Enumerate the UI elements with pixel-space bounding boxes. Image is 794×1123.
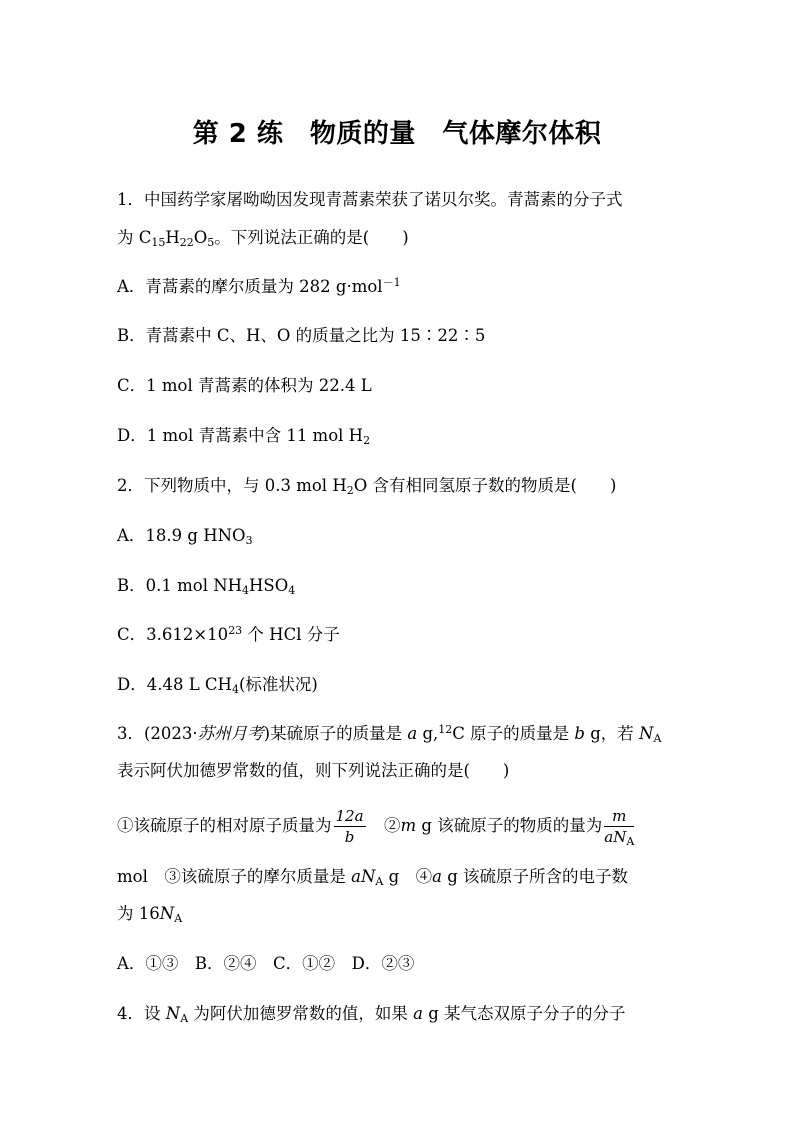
q3-statements-line3: 为 $16N_A$: [117, 904, 183, 925]
q2-option-a: A．18.9 g $HNO_3$: [117, 526, 253, 547]
q3-statements-line1: ①该硫原子的相对原子质量为 $\frac{12a}{b}$ ②m g 该硫原子的物质的量为 $\frac{m}{aN_A}$: [117, 807, 635, 848]
q3-stem-line1: 3．(2023·苏州月考)某硫原子的质量是 a g,$^{12}$C 原子的质量是 b g，若 $N_A$: [117, 723, 662, 745]
q1-option-d: D．1 mol 青蒿素中含 11 mol $H_2$: [117, 426, 371, 447]
q1-option-c: C．1 mol 青蒿素的体积为 22.4 L: [117, 376, 372, 395]
q3-stem-line2: 表示阿伏加德罗常数的值，则下列说法正确的是( ): [117, 761, 510, 780]
q1-stem-line2: 为 $C_{15}H_{22}O_5$。下列说法正确的是( ): [117, 228, 409, 249]
q3-options: A．①③ B．②④ C．①② D．②③: [117, 954, 415, 973]
page-title: 第 2 练 物质的量 气体摩尔体积: [192, 119, 602, 149]
q1-stem-line1: 1．中国药学家屠呦呦因发现青蒿素荣获了诺贝尔奖。青蒿素的分子式: [117, 190, 623, 209]
q4-stem: 4．设 $N_A$ 为阿伏加德罗常数的值，如果 a g 某气态双原子分子的分子: [117, 1004, 626, 1025]
q1-option-b: B．青蒿素中 C、H、O 的质量之比为 15∶22∶5: [117, 326, 486, 345]
fraction-m-over-aNA: $\frac{m}{aN_A}$: [604, 807, 635, 848]
q2-stem: 2．下列物质中，与 0.3 mol $H_2O$ 含有相同氢原子数的物质是( ): [117, 476, 617, 497]
q2-option-d: D．4.48 L $CH_4$(标准状况): [117, 675, 318, 696]
q2-option-c: C．$3.612\times 10^{23}$ 个 HCl 分子: [117, 624, 340, 644]
q3-statements-line2: mol ③该硫原子的摩尔质量是 $aN_A$ g ④a g 该硫原子所含的电子数: [117, 867, 629, 888]
q2-option-b: B．0.1 mol $NH_4HSO_4$: [117, 576, 296, 597]
fraction-12a-over-b: $\frac{12a}{b}$: [335, 807, 364, 846]
q1-option-a: A．青蒿素的摩尔质量为 282 g·mol$^{-1}$: [117, 276, 401, 296]
